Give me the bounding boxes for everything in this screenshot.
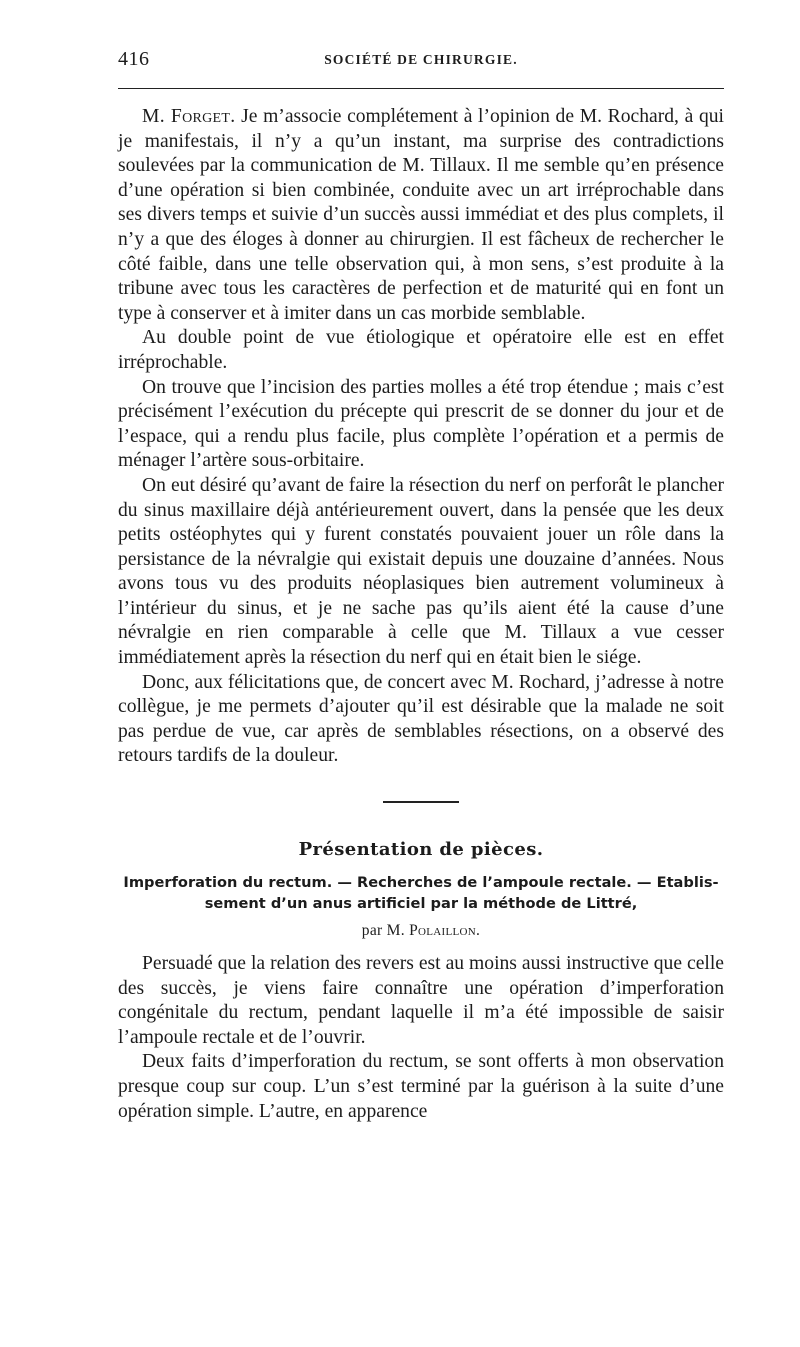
paragraph: On trouve que l’incision des parties molles a été trop étendue ; mais c’est précisément l’exécution du précepte qui prescrit de se donner du jour et de l’espace, qui a rendu plus facile, plus complète l’opération et a permis de ménager l’artère sous-orbitaire. — [118, 376, 724, 472]
section-title: Présentation de pièces. — [298, 839, 544, 861]
paragraph: Donc, aux félicitations que, de concert avec M. Rochard, j’adresse à notre collègue, je me permets d’ajouter qu’il est désirable que la malade ne soit pas perdue de vue, car après de semblables résections, on a observé des retours tardifs de la douleur. — [118, 671, 724, 767]
book-page — [118, 44, 724, 1124]
paragraph: Persuadé que la relation des revers est au moins aussi instructive que celle des succès, je viens faire connaître une opération d’imperforation congénitale du rectum, pendant laquelle il m’a été impossible de saisir l’ampoule rectale et de l’ouvrir. — [118, 953, 724, 1048]
speaker-name: M. Forget. — [142, 106, 236, 127]
article-title — [118, 872, 724, 914]
author-name: Polaillon. — [409, 922, 481, 940]
paragraph: Deux faits d’imperforation du rectum, se sont offerts à mon observation presque coup sur coup. L’un s’est terminé par la guérison à la suite d’une opération simple. L’autre, en apparence — [118, 1051, 724, 1122]
page-number: 416 — [118, 48, 150, 70]
running-head — [118, 44, 724, 74]
section-divider — [383, 801, 459, 803]
paragraph: On eut désiré qu’avant de faire la résection du nerf on perforât le plancher du sinus maxillaire déjà antérieurement ouvert, dans la pensée que les deux petits ostéophytes qui y furent constatés pouvaient jouer un rôle dans la persistance de la névralgie qui existait depuis une douzaine d’années. Nous avons tous vu des produits néoplasiques bien autrement volumineux à l’intérieur du sinus, et je ne sache pas qu’ils aient été la cause d’une névralgie en rien comparable à celle que M. Tillaux a vue cesser immédiatement après la résection du nerf qui en était bien le siége. — [118, 474, 724, 669]
article-title-line: sement d’un anus artificiel par la méthode de Littré, — [204, 895, 638, 913]
article-text — [118, 952, 724, 1124]
paragraph — [118, 105, 724, 326]
paragraph: Au double point de vue étiologique et opératoire elle est en effet irréprochable. — [118, 327, 724, 373]
article-author — [118, 922, 724, 940]
article-title-line: Imperforation du rectum. — Recherches de l’ampoule rectale. — Etablis- — [123, 874, 719, 892]
author-prefix: par M. — [361, 922, 405, 940]
paragraph-text: Je m’associe complétement à l’opinion de M. Rochard, à qui je manifestais, il n’y a qu’un instant, ma surprise des contradictions soulevées par la communication de M. Tillaux. Il me semble qu’en présence d’une opération si bien combinée, conduite avec un art irréprochable dans ses divers temps et suivie d’un succès aussi immédiat et des plus complets, il n’y a que des éloges à donner au chirurgien. Il est fâcheux de rechercher le côté faible, dans une telle observation qui, à mon sens, s’est produite à la tribune avec tous les caractères de perfection et de maturité qui en font un type à conserver et à imiter dans un cas morbide semblable. — [118, 106, 724, 324]
discussion-text — [118, 105, 724, 769]
running-title: SOCIÉTÉ DE CHIRURGIE. — [324, 52, 518, 67]
header-rule — [118, 88, 724, 89]
